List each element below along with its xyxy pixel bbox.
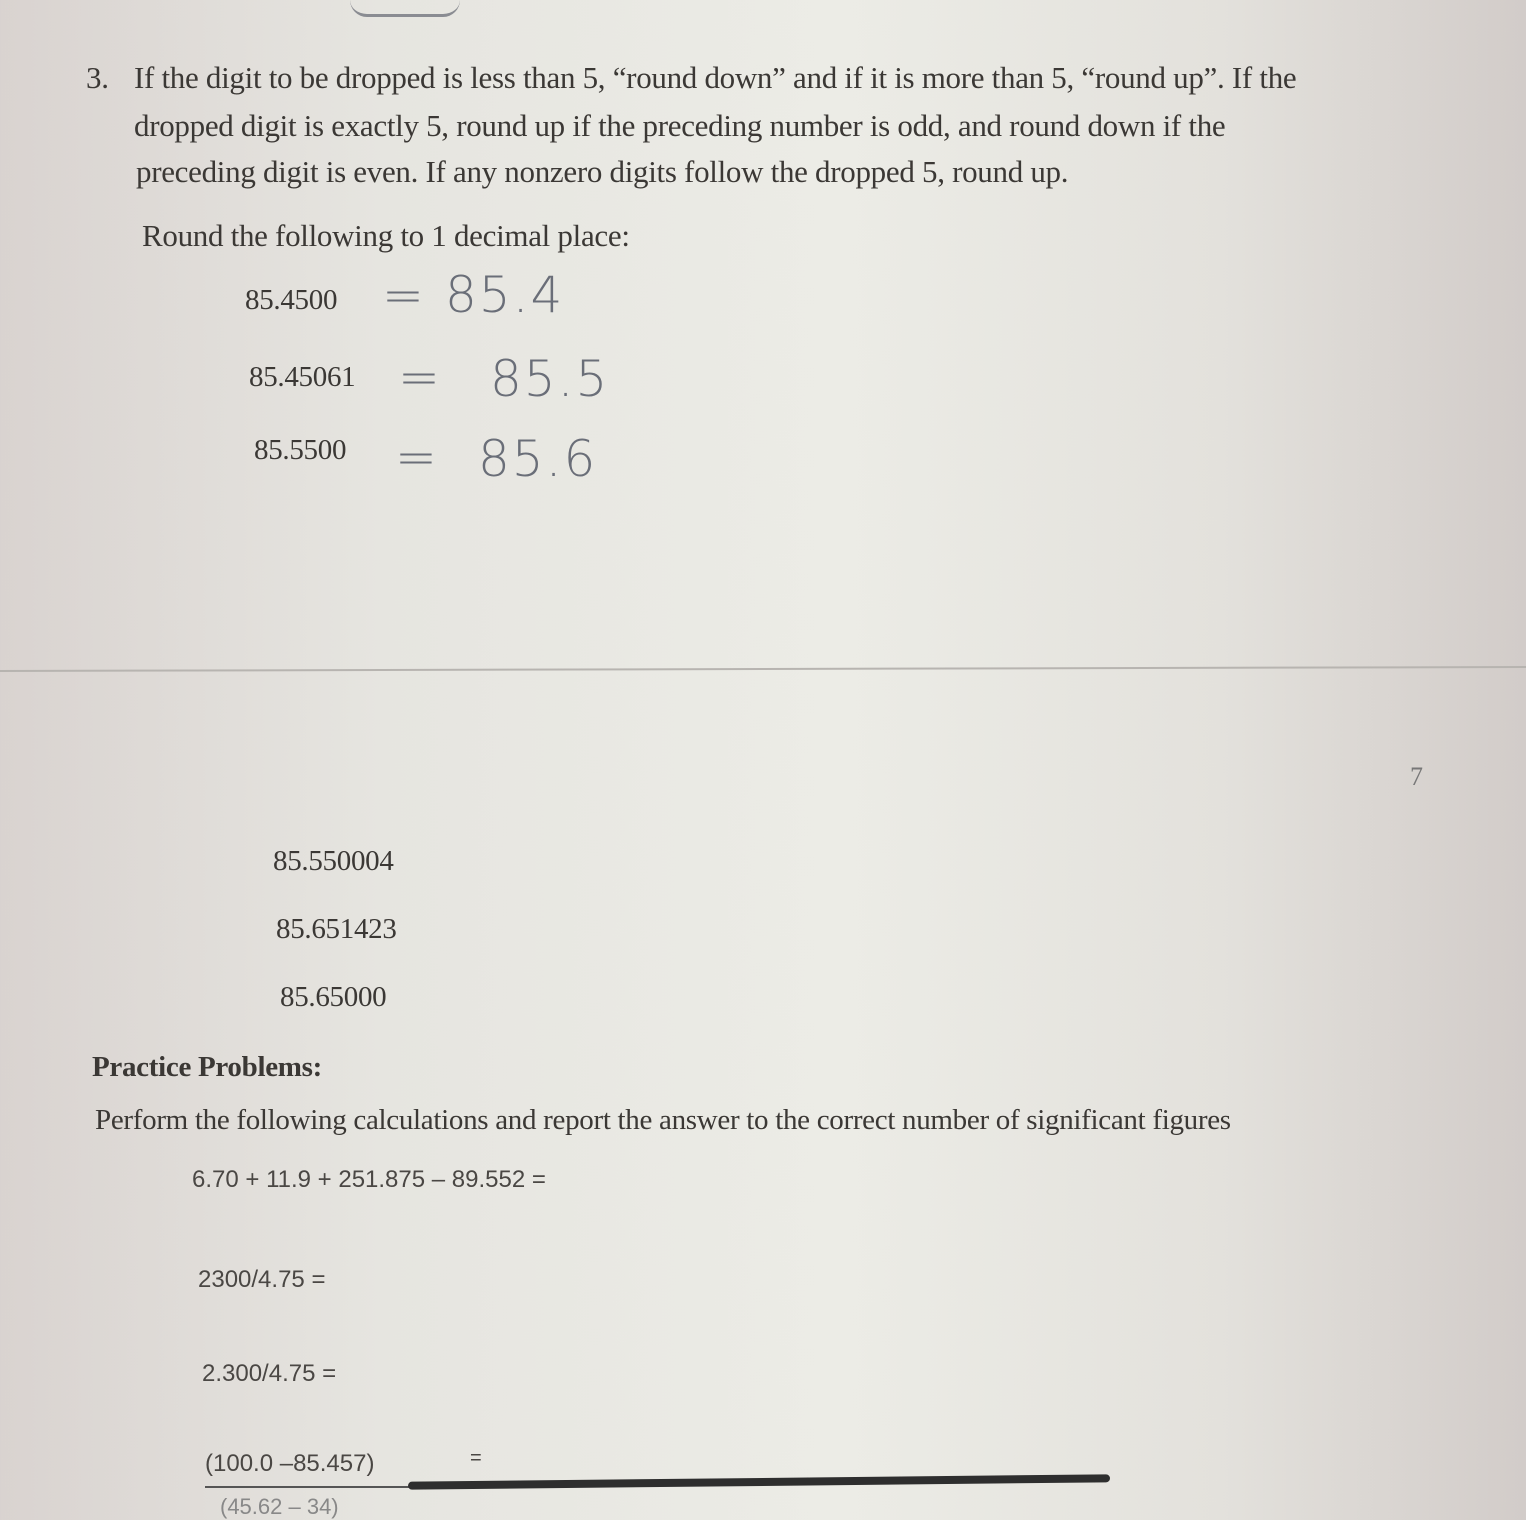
rounding-instruction: Round the following to 1 decimal place: <box>142 218 630 253</box>
round-value-1: 85.4500 <box>245 284 338 316</box>
problem-4-equals: = <box>470 1447 482 1469</box>
equals-sign-1: = <box>382 266 426 324</box>
equals-sign-2: = <box>398 348 442 406</box>
round-value-3: 85.5500 <box>254 434 347 466</box>
rule-line-1: If the digit to be dropped is less than 5, “round down” and if it is more than 5, “round up”. If the <box>134 60 1297 95</box>
fraction-line <box>205 1486 415 1488</box>
round-value-6: 85.65000 <box>280 981 387 1013</box>
problem-4-numerator: (100.0 –85.457) <box>205 1450 375 1477</box>
equals-sign-3: = <box>395 428 439 486</box>
problem-3: 2.300/4.75 = <box>202 1360 337 1387</box>
handwritten-answer-2: 85.5 <box>490 350 610 408</box>
practice-instruction: Perform the following calculations and report the answer to the correct number of significant figures <box>95 1104 1231 1136</box>
page-number: 7 <box>1410 762 1423 791</box>
handwritten-answer-3: 85.6 <box>478 430 598 488</box>
practice-heading: Practice Problems: <box>92 1051 322 1083</box>
problem-1: 6.70 + 11.9 + 251.875 – 89.552 = <box>192 1166 546 1193</box>
problem-4-denominator: (45.62 – 34) <box>220 1494 339 1519</box>
rule-line-2: dropped digit is exactly 5, round up if the preceding number is odd, and round down if the <box>134 108 1226 143</box>
round-value-5: 85.651423 <box>276 913 397 945</box>
pen-object <box>408 1474 1110 1489</box>
round-value-2: 85.45061 <box>249 361 356 393</box>
handwritten-answer-1: 85.4 <box>445 266 565 324</box>
round-value-4: 85.550004 <box>273 845 394 877</box>
page-divider <box>0 666 1526 672</box>
item-number: 3. <box>86 60 109 95</box>
problem-2: 2300/4.75 = <box>198 1266 326 1293</box>
rule-line-3: preceding digit is even. If any nonzero digits follow the dropped 5, round up. <box>136 154 1069 189</box>
handwritten-mark-top <box>350 0 460 17</box>
